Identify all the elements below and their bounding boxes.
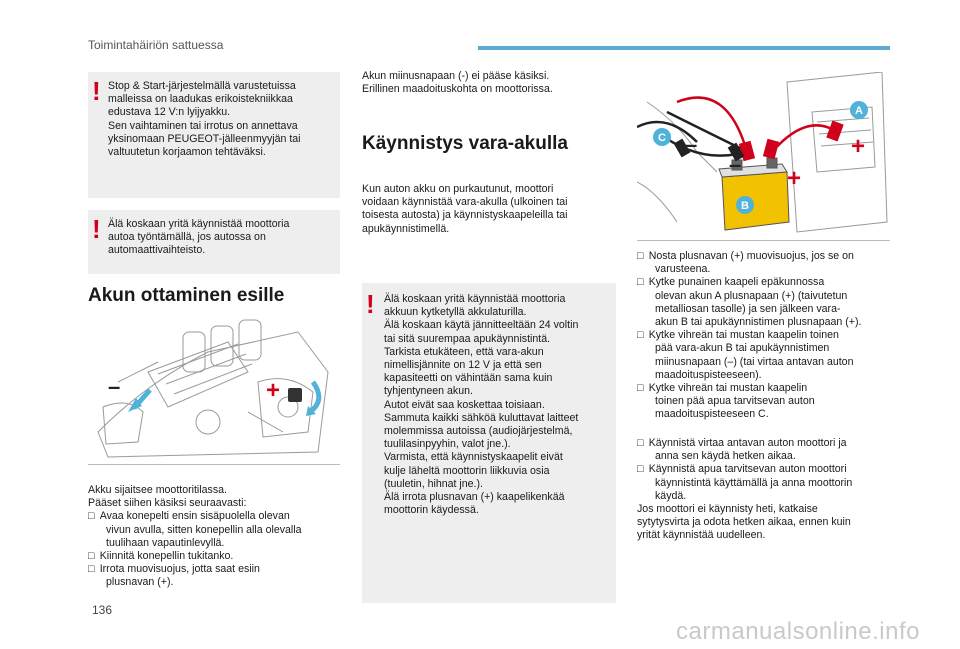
header-rule [478,46,890,50]
watermark: carmanualsonline.info [676,618,920,645]
text-line: Tarkista etukäteen, että vara-akun [384,345,544,358]
text-line: toinen pää apua tarvitsevan auton [655,395,815,408]
text-line: yksinomaan PEUGEOT-jälleenmyyjän tai [108,132,301,145]
text-line: olevan akun A plusnapaan (+) (taivutetun [655,289,848,302]
text-line: Sen vaihtaminen tai irrotus on annettava [108,119,298,132]
text-line: malleissa on laadukas erikoistekniikkaa [108,93,293,106]
text-line: apukäynnistimellä. [362,222,450,235]
text-line: Älä koskaan yritä käynnistää moottoria [384,293,566,305]
text-line: □ Nosta plusnavan (+) muovisuojus, jos se on [637,250,854,262]
warning-text [384,293,578,517]
text-line: akun B tai apukäynnistimen plusnapaan (+). [655,316,862,329]
text-line: Älä koskaan käytä jännitteeltään 24 voltin [384,319,579,332]
engine-bay-illustration [88,312,340,465]
text-line: autoa työntämällä, jos autossa on [108,231,266,244]
text-line: Autot eivät saa koskettaa toisiaan. [384,398,545,411]
text-line: varusteena. [655,263,711,276]
warning-box-jump-start [362,283,616,603]
text-line: automaattivaihteisto. [108,244,206,257]
text-line: Sammuta kaikki sähköä kuluttavat laitteet [384,411,579,424]
text-line: Varmista, että käynnistyskaapelit eivät [384,451,563,464]
text-line: □ Kytke punainen kaapeli epäkunnossa [637,276,825,289]
text-line: nimellisjännite on 12 V ja että sen [384,359,542,372]
text-line: metalliosan tasolle) ja sen jälkeen vara- [655,302,841,315]
warning-box-start-stop [88,72,340,198]
text-line: □ Käynnistä apua tarvitsevan auton moottori [637,463,847,476]
text-line: edustava 12 V:n lyijyakku. [108,106,231,119]
plus-sign-icon: + [851,133,866,160]
plus-sign-icon: + [266,377,281,404]
text-line: toisesta autosta) ja käynnistyskaapeleilla tai [362,209,568,222]
text-line: voidaan käynnistää vara-akulla (ulkoinen tai [362,196,568,209]
text-line: maadoituspisteeseen). [655,368,762,381]
text-line: valtuutetun korjaamon tehtäväksi. [108,146,266,159]
text-line: □ Kytke vihreän tai mustan kaapelin toinen [637,329,839,342]
minus-terminal-note [362,70,553,96]
text-line: vivun avulla, sitten konepellin alla olevalla [106,523,302,536]
warning-icon: ! [92,76,101,106]
text-line: käynnistintä käyttämällä ja anna moottorin [655,476,853,489]
text-line: tai sitä suurempaa apukäynnistintä. [384,332,551,345]
text-line: Stop & Start-järjestelmällä varustetuissa [108,80,296,92]
battery-access-instructions [88,484,302,590]
text-line: tuulilasinpyyhin, valot jne.). [384,438,511,451]
text-line: maadoituspisteeseen C. [655,408,769,421]
plus-sign-icon: + [787,165,802,192]
section-title: Toimintahäiriön sattuessa [88,38,224,52]
text-line: □ Avaa konepelti ensin sisäpuolella olevan [88,510,290,523]
label-b: B [741,200,749,212]
text-line: (tuuletin, hihnat jne.). [384,477,483,490]
engine-bay-drawing [88,312,340,464]
text-line: □ Käynnistä virtaa antavan auton moottori ja [637,437,847,449]
jump-start-drawing [637,72,890,240]
text-line: Erillinen maadoituskohta on moottorissa. [362,83,553,96]
text-line: molemmissa autoissa (audiojärjestelmä, [384,425,573,438]
text-line: □ Irrota muovisuojus, jotta saat esiin [88,563,260,576]
warning-text [108,80,301,159]
label-c: C [658,132,666,144]
text-line: pää vara-akun B tai apukäynnistimen [655,342,830,355]
text-line: kulje läheltä moottorin liikkuvia osia [384,464,550,477]
warning-icon: ! [366,289,375,319]
text-line: anna sen käydä hetken aikaa. [655,450,796,463]
text-line: sytytysvirta ja odota hetken aikaa, ennen kuin [637,516,851,529]
text-line: plusnavan (+). [106,576,174,589]
text-line: kapasiteetti on vähintään sama kuin [384,372,553,385]
jump-start-intro [362,183,568,236]
warning-box-push-start [88,210,340,274]
text-line: tyhjentyneen akun. [384,385,473,398]
minus-sign-icon: – [108,374,121,399]
text-line: moottorin käydessä. [384,504,479,517]
text-line: Jos moottori ei käynnisty heti, katkaise [637,503,818,516]
heading-jump-start: Käynnistys vara-akulla [362,133,568,154]
text-line: käydä. [655,489,687,502]
text-line: Akku sijaitsee moottoritilassa. [88,484,227,496]
jump-start-steps [637,250,861,422]
warning-icon: ! [92,214,101,244]
text-line: Kun auton akku on purkautunut, moottori [362,183,554,195]
label-a: A [855,105,863,117]
text-line: miinusnapaan (–) (tai virtaa antavan auton [655,355,854,368]
text-line: tuulihaan vapautinlevyllä. [106,536,225,549]
text-line: Älä irrota plusnavan (+) kaapelikenkää [384,491,565,504]
text-line: Akun miinusnapaan (-) ei pääse käsiksi. [362,70,550,82]
jump-start-diagram [637,72,890,241]
page-number: 136 [92,603,113,617]
text-line: □ Kytke vihreän tai mustan kaapelin [637,382,808,395]
text-line: yrität käynnistää uudelleen. [637,529,766,542]
text-line: Älä koskaan yritä käynnistää moottoria [108,218,290,230]
text-line: Pääset siihen käsiksi seuraavasti: [88,497,247,510]
warning-text [108,218,289,258]
jump-start-steps-finish [637,437,852,543]
heading-battery-access: Akun ottaminen esille [88,285,285,306]
text-line: akkuun kytketyllä akkulaturilla. [384,306,527,319]
minus-sign-icon: – [685,132,698,157]
text-line: □ Kiinnitä konepellin tukitanko. [88,550,234,563]
minus-sign-icon: – [729,152,742,177]
